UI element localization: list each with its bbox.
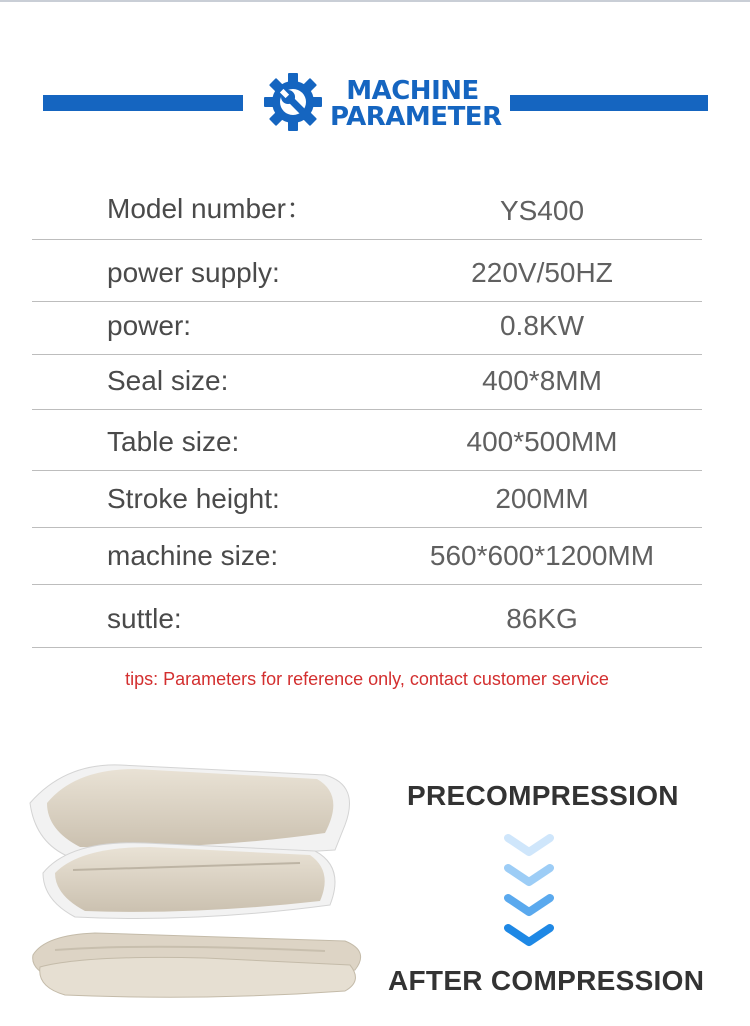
header-bar-right: [510, 95, 708, 111]
param-label: Stroke height:: [107, 483, 280, 514]
title-line-2: PARAMETER: [330, 102, 502, 132]
param-value: 220V/50HZ: [471, 257, 613, 288]
param-row: [32, 471, 702, 528]
vacuum-bag-pillows-image: [25, 755, 375, 1005]
param-value: 200MM: [495, 483, 589, 514]
param-value: 0.8KW: [499, 310, 585, 341]
param-row: [32, 528, 702, 585]
param-label: Model number：: [107, 193, 314, 224]
param-row: [32, 355, 702, 410]
header-bar-left: [43, 95, 243, 111]
precompression-label: PRECOMPRESSION: [407, 780, 679, 811]
param-value: 400*8MM: [482, 365, 602, 396]
param-label: power:: [107, 310, 192, 341]
param-value: 86KG: [506, 603, 578, 634]
param-label: Table size:: [107, 426, 240, 457]
param-row: [32, 240, 702, 302]
section-title: [330, 76, 502, 132]
param-label: Seal size:: [107, 365, 229, 396]
param-value: 400*500MM: [466, 426, 618, 457]
gear-wrench-icon: [263, 72, 323, 132]
param-row: [32, 410, 702, 471]
chevron-down-icon: [502, 830, 556, 954]
param-value: 560*600*1200MM: [429, 540, 655, 571]
param-label: machine size:: [107, 540, 279, 571]
tips-note: tips: Parameters for reference only, contact customer service: [125, 669, 609, 689]
param-row: [32, 585, 702, 648]
top-divider: [0, 0, 750, 2]
title-line-1: MACHINE: [346, 76, 479, 106]
param-label: suttle:: [107, 603, 182, 634]
param-row: [32, 185, 702, 240]
after-compression-label: AFTER COMPRESSION: [388, 965, 705, 996]
param-row: [32, 302, 702, 355]
param-label: power supply:: [107, 257, 280, 288]
param-value: YS400: [499, 195, 585, 226]
parameter-table: [32, 185, 702, 648]
